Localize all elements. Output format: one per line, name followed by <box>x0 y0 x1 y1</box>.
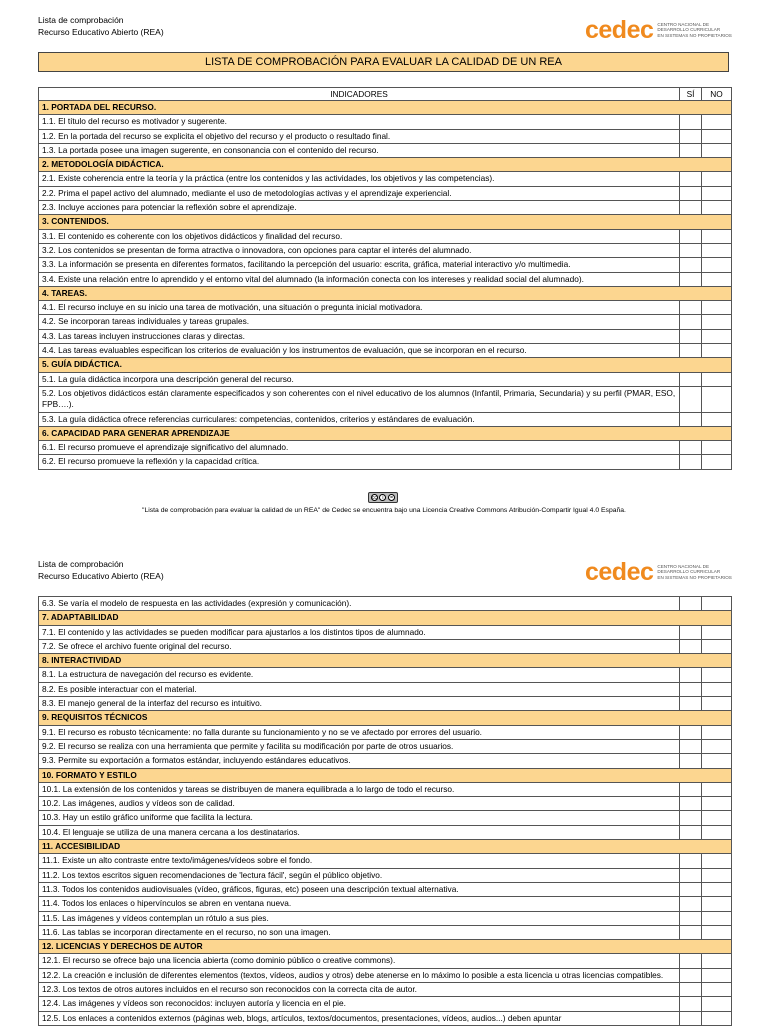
table-row <box>39 412 732 426</box>
indicator-text: 10.1. La extensión de los contenidos y tareas se distribuyen de manera equilibrada a lo largo de todo el recurso. <box>39 782 680 796</box>
table-row <box>39 272 732 286</box>
table-row <box>39 1011 732 1025</box>
no-checkbox-cell[interactable] <box>702 825 732 839</box>
indicator-text: 10.3. Hay un estilo gráfico uniforme que facilita la lectura. <box>39 811 680 825</box>
no-checkbox-cell[interactable] <box>702 441 732 455</box>
no-checkbox-cell[interactable] <box>702 1011 732 1025</box>
yes-checkbox-cell[interactable] <box>680 143 702 157</box>
table-row <box>39 825 732 839</box>
section-heading-row <box>39 940 732 954</box>
table-row <box>39 911 732 925</box>
page-header-text <box>38 558 164 582</box>
yes-checkbox-cell[interactable] <box>680 441 702 455</box>
section-heading-row <box>39 215 732 229</box>
yes-checkbox-cell[interactable] <box>680 797 702 811</box>
yes-checkbox-cell[interactable] <box>680 697 702 711</box>
indicator-text: 1.2. En la portada del recurso se explicita el objetivo del recurso y el producto o resultado final. <box>39 129 680 143</box>
indicator-text: 8.3. El manejo general de la interfaz del recurso es intuitivo. <box>39 697 680 711</box>
section-heading-row <box>39 768 732 782</box>
yes-checkbox-cell[interactable] <box>680 1011 702 1025</box>
no-checkbox-cell[interactable] <box>702 597 732 611</box>
section-heading-row <box>39 711 732 725</box>
no-checkbox-cell[interactable] <box>702 639 732 653</box>
no-checkbox-cell[interactable] <box>702 697 732 711</box>
yes-checkbox-cell[interactable] <box>680 854 702 868</box>
table-row <box>39 697 732 711</box>
yes-checkbox-cell[interactable] <box>680 968 702 982</box>
table-row <box>39 997 732 1011</box>
table-row <box>39 968 732 982</box>
cedec-logo <box>585 18 732 42</box>
table-row <box>39 301 732 315</box>
yes-checkbox-cell[interactable] <box>680 372 702 386</box>
table-row <box>39 143 732 157</box>
indicator-text: 6.1. El recurso promueve el aprendizaje significativo del alumnado. <box>39 441 680 455</box>
no-checkbox-cell[interactable] <box>702 997 732 1011</box>
page-header-text <box>38 14 164 38</box>
indicator-text: 11.2. Los textos escritos siguen recomendaciones de 'lectura fácil', según el público objetivo. <box>39 868 680 882</box>
no-checkbox-cell[interactable] <box>702 386 732 412</box>
table-row <box>39 639 732 653</box>
logo-subtitle-line-2: DESARROLLO CURRICULAR <box>657 569 721 575</box>
no-checkbox-cell[interactable] <box>702 272 732 286</box>
no-checkbox-cell[interactable] <box>702 782 732 796</box>
cc-icon: cc <box>371 495 377 501</box>
table-row <box>39 725 732 739</box>
yes-checkbox-cell[interactable] <box>680 725 702 739</box>
no-checkbox-cell[interactable] <box>702 243 732 257</box>
logo-subtitle-line-2: DESARROLLO CURRICULAR <box>657 27 721 33</box>
logo-wordmark: cedec <box>585 16 654 44</box>
yes-checkbox-cell[interactable] <box>680 739 702 753</box>
indicator-text: 6.2. El recurso promueve la reflexión y la capacidad crítica. <box>39 455 680 469</box>
indicator-text: 11.5. Las imágenes y vídeos contemplan un rótulo a sus pies. <box>39 911 680 925</box>
checklist-table-2 <box>38 596 732 1026</box>
yes-checkbox-cell[interactable] <box>680 897 702 911</box>
section-heading: 1. PORTADA DEL RECURSO. <box>39 101 732 115</box>
section-heading: 6. CAPACIDAD PARA GENERAR APRENDIZAJE <box>39 426 732 440</box>
table-row <box>39 329 732 343</box>
indicator-text: 3.2. Los contenidos se presentan de forma atractiva o innovadora, con opciones para captar el interés del alumnado. <box>39 243 680 257</box>
no-checkbox-cell[interactable] <box>702 455 732 469</box>
yes-checkbox-cell[interactable] <box>680 811 702 825</box>
yes-checkbox-cell[interactable] <box>680 201 702 215</box>
indicator-text: 8.1. La estructura de navegación del recurso es evidente. <box>39 668 680 682</box>
no-checkbox-cell[interactable] <box>702 797 732 811</box>
document-page-2 <box>0 548 768 1024</box>
yes-checkbox-cell[interactable] <box>680 301 702 315</box>
section-heading: 9. REQUISITOS TÉCNICOS <box>39 711 732 725</box>
no-checkbox-cell[interactable] <box>702 412 732 426</box>
table-row <box>39 243 732 257</box>
indicator-text: 2.3. Incluye acciones para potenciar la reflexión sobre el aprendizaje. <box>39 201 680 215</box>
header-line-1: Lista de comprobación <box>38 559 124 569</box>
yes-checkbox-cell[interactable] <box>680 272 702 286</box>
no-header: NO <box>702 88 732 101</box>
yes-checkbox-cell[interactable] <box>680 625 702 639</box>
no-checkbox-cell[interactable] <box>702 983 732 997</box>
logo-wordmark: cedec <box>585 558 654 586</box>
section-heading: 2. METODOLOGÍA DIDÁCTICA. <box>39 158 732 172</box>
no-checkbox-cell[interactable] <box>702 625 732 639</box>
no-checkbox-cell[interactable] <box>702 372 732 386</box>
table-row <box>39 201 732 215</box>
section-heading-row <box>39 840 732 854</box>
header-line-2: Recurso Educativo Abierto (REA) <box>38 27 164 37</box>
yes-checkbox-cell[interactable] <box>680 386 702 412</box>
indicator-text: 12.2. La creación e inclusión de diferentes elementos (textos, vídeos, audios y otros) debe atenerse en lo máximo lo posible a esta licencia u otras licencias compatibles. <box>39 968 680 982</box>
yes-checkbox-cell[interactable] <box>680 868 702 882</box>
checklist-body-2 <box>39 597 732 1026</box>
table-row <box>39 129 732 143</box>
section-heading: 5. GUÍA DIDÁCTICA. <box>39 358 732 372</box>
indicator-text: 2.2. Prima el papel activo del alumnado, mediante el uso de metodologías activas y el aprendizaje experiencial. <box>39 186 680 200</box>
table-row <box>39 754 732 768</box>
table-row <box>39 229 732 243</box>
section-heading: 8. INTERACTIVIDAD <box>39 654 732 668</box>
document-title: LISTA DE COMPROBACIÓN PARA EVALUAR LA CALIDAD DE UN REA <box>38 52 729 72</box>
indicator-text: 3.3. La información se presenta en diferentes formatos, facilitando la percepción del usuario: escrita, gráfica, material interactivo y/o multimedia. <box>39 258 680 272</box>
yes-checkbox-cell[interactable] <box>680 668 702 682</box>
yes-checkbox-cell[interactable] <box>680 129 702 143</box>
indicator-text: 11.1. Existe un alto contraste entre texto/imágenes/vídeos sobre el fondo. <box>39 854 680 868</box>
yes-checkbox-cell[interactable] <box>680 639 702 653</box>
table-row <box>39 455 732 469</box>
no-checkbox-cell[interactable] <box>702 201 732 215</box>
yes-checkbox-cell[interactable] <box>680 172 702 186</box>
no-checkbox-cell[interactable] <box>702 897 732 911</box>
yes-checkbox-cell[interactable] <box>680 243 702 257</box>
indicator-text: 4.3. Las tareas incluyen instrucciones claras y directas. <box>39 329 680 343</box>
section-heading: 7. ADAPTABILIDAD <box>39 611 732 625</box>
yes-checkbox-cell[interactable] <box>680 315 702 329</box>
section-heading-row <box>39 611 732 625</box>
indicator-text: 1.1. El título del recurso es motivador y sugerente. <box>39 115 680 129</box>
section-heading-row <box>39 426 732 440</box>
indicator-text: 12.1. El recurso se ofrece bajo una licencia abierta (como dominio público o creative commons). <box>39 954 680 968</box>
table-row <box>39 854 732 868</box>
no-checkbox-cell[interactable] <box>702 911 732 925</box>
indicator-text: 9.3. Permite su exportación a formatos estándar, incluyendo estándares educativos. <box>39 754 680 768</box>
indicator-text: 5.3. La guía didáctica ofrece referencias curriculares: competencias, contenidos, criterios y estándares de evaluación. <box>39 412 680 426</box>
yes-checkbox-cell[interactable] <box>680 412 702 426</box>
table-row <box>39 115 732 129</box>
table-row <box>39 897 732 911</box>
yes-checkbox-cell[interactable] <box>680 597 702 611</box>
indicator-text: 5.1. La guía didáctica incorpora una descripción general del recurso. <box>39 372 680 386</box>
no-checkbox-cell[interactable] <box>702 854 732 868</box>
yes-checkbox-cell[interactable] <box>680 344 702 358</box>
indicator-text: 4.2. Se incorporan tareas individuales y tareas grupales. <box>39 315 680 329</box>
indicator-text: 6.3. Se varía el modelo de respuesta en las actividades (expresión y comunicación). <box>39 597 680 611</box>
section-heading: 4. TAREAS. <box>39 286 732 300</box>
no-checkbox-cell[interactable] <box>702 925 732 939</box>
no-checkbox-cell[interactable] <box>702 143 732 157</box>
yes-checkbox-cell[interactable] <box>680 115 702 129</box>
indicator-text: 9.2. El recurso se realiza con una herramienta que permite y facilita su modificación por parte de otros usuarios. <box>39 739 680 753</box>
section-heading-row <box>39 654 732 668</box>
table-row <box>39 682 732 696</box>
logo-subtitle-line-3: EN SISTEMAS NO PROPIETARIOS <box>657 32 732 38</box>
section-heading: 3. CONTENIDOS. <box>39 215 732 229</box>
header-line-2: Recurso Educativo Abierto (REA) <box>38 571 164 581</box>
table-row <box>39 597 732 611</box>
checklist-body-1 <box>39 101 732 470</box>
section-heading: 12. LICENCIAS Y DERECHOS DE AUTOR <box>39 940 732 954</box>
yes-checkbox-cell[interactable] <box>680 825 702 839</box>
no-checkbox-cell[interactable] <box>702 811 732 825</box>
yes-checkbox-cell[interactable] <box>680 954 702 968</box>
indicator-text: 3.1. El contenido es coherente con los objetivos didácticos y finalidad del recurso. <box>39 229 680 243</box>
indicator-text: 8.2. Es posible interactuar con el material. <box>39 682 680 696</box>
indicator-text: 4.1. El recurso incluye en su inicio una tarea de motivación, una situación o pregunta inicial motivadora. <box>39 301 680 315</box>
indicator-text: 5.2. Los objetivos didácticos están claramente especificados y son coherentes con el nivel educativo de los alumnos (Infantil, Primaria, Secundaria) y su perfil (PMAR, ESO, FPB….). <box>39 386 680 412</box>
table-row <box>39 668 732 682</box>
indicator-text: 10.2. Las imágenes, audios y vídeos son de calidad. <box>39 797 680 811</box>
no-checkbox-cell[interactable] <box>702 754 732 768</box>
yes-checkbox-cell[interactable] <box>680 782 702 796</box>
logo-subtitle-line-3: EN SISTEMAS NO PROPIETARIOS <box>657 574 732 580</box>
yes-checkbox-cell[interactable] <box>680 258 702 272</box>
table-row <box>39 172 732 186</box>
table-row <box>39 882 732 896</box>
table-row <box>39 782 732 796</box>
indicator-text: 12.3. Los textos de otros autores incluidos en el recurso son reconocidos con la correcta cita de autor. <box>39 983 680 997</box>
table-row <box>39 315 732 329</box>
share-alike-icon: = <box>388 494 395 501</box>
indicator-text: 1.3. La portada posee una imagen sugerente, en consonancia con el contenido del recurso. <box>39 143 680 157</box>
indicator-text: 11.6. Las tablas se incorporan directamente en el recurso, no son una imagen. <box>39 925 680 939</box>
indicator-text: 11.3. Todos los contenidos audiovisuales (vídeo, gráficos, figuras, etc) poseen una descripción textual alternativa. <box>39 882 680 896</box>
table-row <box>39 739 732 753</box>
yes-checkbox-cell[interactable] <box>680 754 702 768</box>
table-row <box>39 797 732 811</box>
yes-checkbox-cell[interactable] <box>680 911 702 925</box>
indicator-text: 7.2. Se ofrece el archivo fuente original del recurso. <box>39 639 680 653</box>
yes-checkbox-cell[interactable] <box>680 983 702 997</box>
no-checkbox-cell[interactable] <box>702 968 732 982</box>
table-row <box>39 811 732 825</box>
indicator-text: 12.4. Las imágenes y vídeos son reconocidos: incluyen autoría y licencia en el pie. <box>39 997 680 1011</box>
indicator-text: 2.1. Existe coherencia entre la teoría y la práctica (entre los contenidos y las actividades, los objetivos y las competencias). <box>39 172 680 186</box>
indicator-text: 12.5. Los enlaces a contenidos externos (páginas web, blogs, artículos, textos/documentos, presentaciones, vídeos, audios...) deben apuntar <box>39 1011 680 1025</box>
indicator-text: 4.4. Las tareas evaluables especifican los criterios de evaluación y los instrumentos de evaluación, que se incorporan en el recurso. <box>39 344 680 358</box>
indicators-header: INDICADORES <box>39 88 680 101</box>
logo-subtitle-line-1: CENTRO NACIONAL DE <box>657 563 710 569</box>
header-line-1: Lista de comprobación <box>38 15 124 25</box>
cedec-logo <box>585 560 732 584</box>
yes-checkbox-cell[interactable] <box>680 682 702 696</box>
creative-commons-badge <box>368 492 398 503</box>
no-checkbox-cell[interactable] <box>702 186 732 200</box>
checklist-table-1 <box>38 87 732 470</box>
indicator-text: 3.4. Existe una relación entre lo aprendido y el entorno vital del alumnado (la información conecta con los intereses y realidad social del alumnado). <box>39 272 680 286</box>
section-heading-row <box>39 286 732 300</box>
yes-header: SÍ <box>680 88 702 101</box>
section-heading: 10. FORMATO Y ESTILO <box>39 768 732 782</box>
no-checkbox-cell[interactable] <box>702 739 732 753</box>
indicator-text: 9.1. El recurso es robusto técnicamente: no falla durante su funcionamiento y no se ve afectado por errores del usuario. <box>39 725 680 739</box>
no-checkbox-cell[interactable] <box>702 315 732 329</box>
no-checkbox-cell[interactable] <box>702 682 732 696</box>
yes-checkbox-cell[interactable] <box>680 882 702 896</box>
no-checkbox-cell[interactable] <box>702 882 732 896</box>
no-checkbox-cell[interactable] <box>702 115 732 129</box>
table-row <box>39 983 732 997</box>
yes-checkbox-cell[interactable] <box>680 229 702 243</box>
indicator-text: 7.1. El contenido y las actividades se pueden modificar para ajustarlos a los distintos tipos de alumnado. <box>39 625 680 639</box>
indicator-text: 11.4. Todos los enlaces o hipervínculos se abren en ventana nueva. <box>39 897 680 911</box>
table-row <box>39 625 732 639</box>
section-heading: 11. ACCESIBILIDAD <box>39 840 732 854</box>
section-heading-row <box>39 101 732 115</box>
indicator-text: 10.4. El lenguaje se utiliza de una manera cercana a los destinatarios. <box>39 825 680 839</box>
table-row <box>39 868 732 882</box>
yes-checkbox-cell[interactable] <box>680 997 702 1011</box>
no-checkbox-cell[interactable] <box>702 229 732 243</box>
table-row <box>39 344 732 358</box>
no-checkbox-cell[interactable] <box>702 301 732 315</box>
table-row <box>39 186 732 200</box>
no-checkbox-cell[interactable] <box>702 868 732 882</box>
logo-subtitle <box>657 564 731 581</box>
section-heading-row <box>39 358 732 372</box>
yes-checkbox-cell[interactable] <box>680 186 702 200</box>
no-checkbox-cell[interactable] <box>702 725 732 739</box>
table-row <box>39 258 732 272</box>
no-checkbox-cell[interactable] <box>702 329 732 343</box>
yes-checkbox-cell[interactable] <box>680 329 702 343</box>
yes-checkbox-cell[interactable] <box>680 925 702 939</box>
no-checkbox-cell[interactable] <box>702 129 732 143</box>
no-checkbox-cell[interactable] <box>702 344 732 358</box>
attribution-icon: i <box>379 494 386 501</box>
table-row <box>39 441 732 455</box>
no-checkbox-cell[interactable] <box>702 172 732 186</box>
no-checkbox-cell[interactable] <box>702 668 732 682</box>
table-row <box>39 954 732 968</box>
table-header-row <box>39 88 732 101</box>
table-row <box>39 925 732 939</box>
logo-subtitle <box>657 22 731 39</box>
yes-checkbox-cell[interactable] <box>680 455 702 469</box>
table-row <box>39 372 732 386</box>
logo-subtitle-line-1: CENTRO NACIONAL DE <box>657 21 710 27</box>
no-checkbox-cell[interactable] <box>702 258 732 272</box>
no-checkbox-cell[interactable] <box>702 954 732 968</box>
section-heading-row <box>39 158 732 172</box>
table-row <box>39 386 732 412</box>
license-footnote: "Lista de comprobación para evaluar la calidad de un REA" de Cedec se encuentra bajo una Licencia Creative Commons Atribución-Compartir Igual 4.0 España. <box>142 507 626 514</box>
